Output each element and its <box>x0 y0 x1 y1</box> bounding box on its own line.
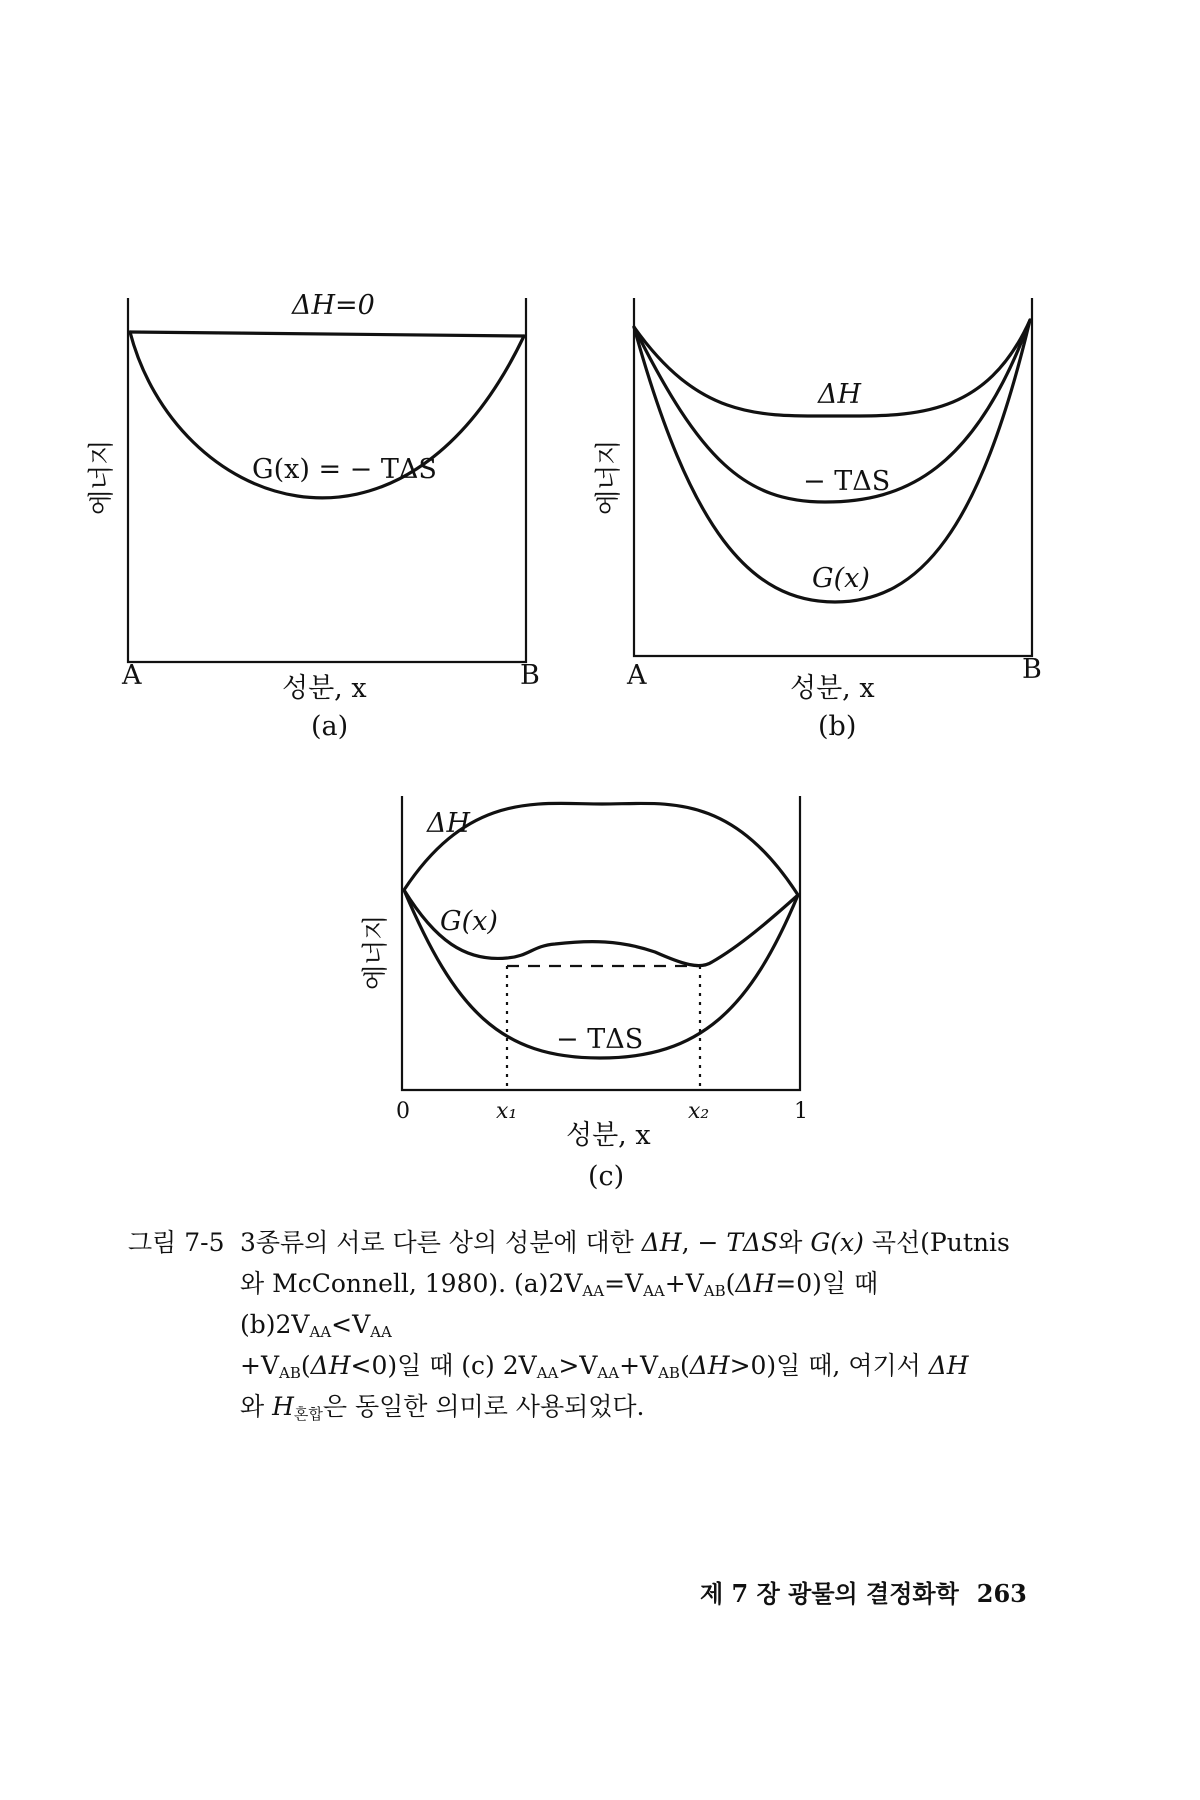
panel-c <box>361 796 808 1192</box>
panel-b-g-label: G(x) <box>812 563 870 594</box>
caption-figure-number: 그림 7-5 <box>128 1228 225 1257</box>
caption-text: <V <box>331 1310 371 1339</box>
caption-subscript: 혼합 <box>293 1405 323 1423</box>
figure-caption <box>128 1222 1018 1427</box>
caption-subscript: AB <box>279 1364 301 1382</box>
caption-text: +V <box>240 1351 280 1380</box>
panel-c-panel-label: (c) <box>588 1161 625 1192</box>
caption-body <box>240 1222 1018 1427</box>
caption-text: ( <box>725 1269 736 1298</box>
panel-b-x-left: A <box>627 660 647 691</box>
caption-text: +V <box>664 1269 704 1298</box>
panel-a <box>87 290 540 742</box>
panel-b-y-axis-label: 에너지 <box>594 439 624 515</box>
panel-c-dh-label: ΔH <box>427 808 471 839</box>
caption-subscript: AB <box>703 1282 726 1300</box>
caption-text: ( <box>300 1351 311 1380</box>
caption-subscript: AA <box>536 1364 559 1382</box>
panel-b <box>594 298 1042 742</box>
panel-c-tick-x2: x₂ <box>688 1099 710 1124</box>
panel-c-g-label: G(x) <box>440 906 498 937</box>
panel-b-x-right: B <box>1022 654 1042 685</box>
caption-subscript: AA <box>643 1282 665 1300</box>
caption-text: >0)일 때, 여기서 <box>729 1351 929 1380</box>
panel-b-dh-label: ΔH <box>818 379 862 410</box>
caption-subscript: AB <box>658 1364 680 1382</box>
panel-c-tick-0: 0 <box>396 1099 410 1124</box>
caption-text: 곡선(Putnis <box>863 1228 1010 1257</box>
chapter-running-title: 제 7 장 광물의 결정화학 <box>700 1579 959 1608</box>
caption-subscript: AA <box>370 1323 392 1341</box>
panel-a-x-right: B <box>520 660 540 691</box>
panel-c-tds-label: − TΔS <box>556 1024 644 1055</box>
caption-text: =V <box>604 1269 644 1298</box>
caption-text: +V <box>619 1351 659 1380</box>
caption-text: 와 McConnell, 1980). (a)2V <box>240 1269 583 1298</box>
caption-text: ( <box>679 1351 690 1380</box>
panel-c-tick-1: 1 <box>794 1099 808 1124</box>
caption-text: =0)일 때 (b)2V <box>240 1269 879 1339</box>
caption-subscript: AA <box>597 1364 620 1382</box>
panel-a-x-axis-label: 성분, x <box>282 673 367 704</box>
panel-a-panel-label: (a) <box>311 711 349 742</box>
panel-a-title: ΔH=0 <box>292 290 375 321</box>
caption-symbol: H <box>272 1392 294 1421</box>
caption-subscript: AA <box>309 1323 332 1341</box>
panel-a-dh-line <box>130 332 524 336</box>
caption-text: 와 <box>778 1228 811 1257</box>
caption-symbol: ΔH <box>735 1269 776 1298</box>
caption-subscript: AA <box>582 1282 605 1300</box>
panel-b-panel-label: (b) <box>818 711 857 742</box>
page-footer <box>700 1574 1027 1609</box>
caption-text: >V <box>558 1351 598 1380</box>
panel-a-y-axis-label: 에너지 <box>87 439 117 515</box>
caption-symbol: TΔS <box>726 1228 779 1257</box>
panel-c-y-axis-label: 에너지 <box>361 914 391 990</box>
panel-c-x-axis-label: 성분, x <box>566 1120 651 1151</box>
caption-text: 은 동일한 의미로 사용되었다. <box>322 1392 645 1421</box>
page-number: 263 <box>976 1579 1027 1608</box>
panel-b-tds-label: − TΔS <box>803 466 891 497</box>
panel-a-curve-label: G(x) = − TΔS <box>252 454 437 485</box>
panel-b-g-curve <box>634 320 1030 602</box>
caption-text: <0)일 때 (c) 2V <box>350 1351 537 1380</box>
caption-symbol: ΔH <box>928 1351 969 1380</box>
caption-symbol: ΔH <box>689 1351 730 1380</box>
caption-symbol: ΔH <box>641 1228 682 1257</box>
panel-b-x-axis-label: 성분, x <box>790 673 875 704</box>
caption-symbol: G(x) <box>810 1228 864 1257</box>
caption-text: 3종류의 서로 다른 상의 성분에 대한 <box>240 1228 642 1257</box>
caption-symbol: ΔH <box>310 1351 351 1380</box>
panel-c-tick-x1: x₁ <box>496 1099 518 1124</box>
panel-a-x-left: A <box>122 660 142 691</box>
caption-text: 와 <box>240 1392 273 1421</box>
caption-text: , − <box>681 1228 727 1257</box>
